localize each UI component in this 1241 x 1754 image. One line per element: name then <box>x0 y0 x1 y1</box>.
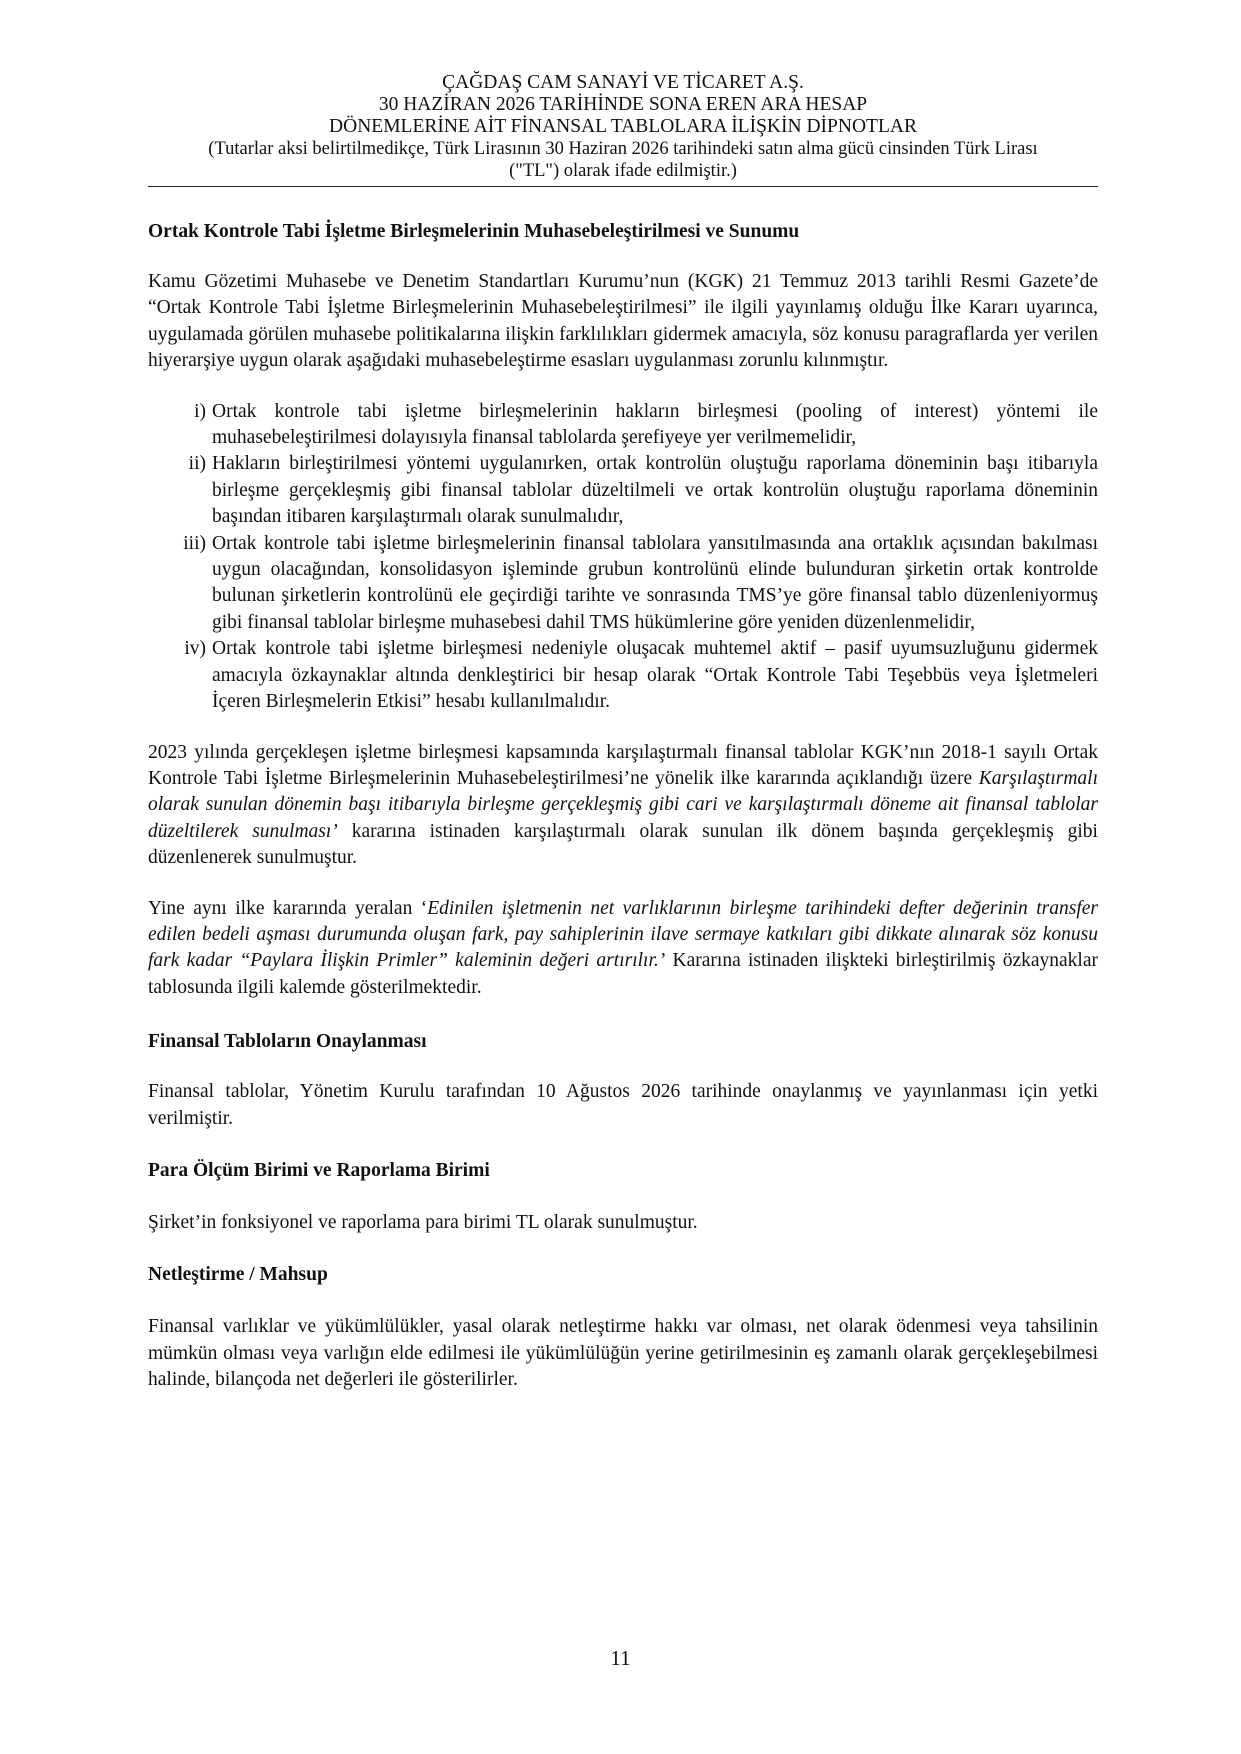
list-item-number: iii) <box>183 532 206 554</box>
section-title-currency: Para Ölçüm Birimi ve Raporlama Birimi <box>148 1159 490 1181</box>
section-title-approval: Finansal Tabloların Onaylanması <box>148 1031 427 1053</box>
offsetting-paragraph: Finansal varlıklar ve yükümlülükler, yasal olarak netleştirme hakkı var olması, net olarak ödenmesi veya tahsilinin mümkün olması veya varlığın elde edilmesi ile yükümlülüğün yerine getirilmesinin eş zamanlı olarak gerçekleşebilmesi halinde, bilançoda net değerleri ile gösterilirler. <box>148 1316 1098 1391</box>
currency-note-line-2: ("TL") olarak ifade edilmiştir.) <box>509 161 737 181</box>
comparative-statements-paragraph <box>148 740 1098 872</box>
list-item <box>176 451 1098 530</box>
list-item <box>176 399 1098 452</box>
company-name: ÇAĞDAŞ CAM SANAYİ VE TİCARET A.Ş. <box>442 72 804 93</box>
report-subject: DÖNEMLERİNE AİT FİNANSAL TABLOLARA İLİŞKİN DİPNOTLAR <box>329 116 917 137</box>
page-header <box>148 72 1098 182</box>
list-item-number: ii) <box>188 453 206 475</box>
accounting-principles-list <box>148 399 1098 716</box>
currency-paragraph: Şirket’in fonksiyonel ve raporlama para birimi TL olarak sunulmuştur. <box>148 1211 698 1233</box>
list-item-text: Hakların birleştirilmesi yöntemi uygulanırken, ortak kontrolün oluştuğu raporlama döneminin başı itibarıyla birleşme gerçekleşmiş gibi finansal tablolar düzeltilmeli ve ortak kontrolün oluştuğu raporlama döneminin başından itibaren karşılaştırmalı olarak sunulmalıdır, <box>212 453 1098 528</box>
approval-paragraph: Finansal tablolar, Yönetim Kurulu tarafından 10 Ağustos 2026 tarihinde onaylanmış ve yayınlanması için yetki verilmiştir. <box>148 1081 1098 1129</box>
section-title-offsetting: Netleştirme / Mahsup <box>148 1264 328 1286</box>
quoted-decision-text: Edinilen işletmenin net varlıklarının birleşme tarihindeki defter değerinin transfer edilen bedeli aşması durumunda oluşan fark, pay sahiplerinin ilave sermaye katkıları gibi dikkate alınarak söz konusu fark kadar “Paylara İlişkin Primler” kaleminin değeri artırılır.’ <box>148 897 1098 972</box>
list-item-text: Ortak kontrole tabi işletme birleşmelerinin hakların birleşmesi (pooling of interest) yöntemi ile muhasebeleştirilmesi dolayısıyla finansal tablolarda şerefiyeye yer verilmemelidir, <box>212 400 1098 449</box>
paragraph-text: 2023 yılında gerçekleşen işletme birleşmesi kapsamında karşılaştırmalı finansal tablolar KGK’nın 2018-1 sayılı Ortak Kontrole Tabi İşletme Birleşmelerinin Muhasebeleştirilmesi’ne yönelik ilke kararında açıklandığı üzere <box>148 741 1098 789</box>
currency-note-line-1: (Tutarlar aksi belirtilmedikçe, Türk Lirasının 30 Haziran 2026 tarihindeki satın alma gücü cinsinden Türk Lirası <box>208 139 1038 159</box>
page-number: 11 <box>610 1646 631 1670</box>
common-control-intro: Kamu Gözetimi Muhasebe ve Denetim Standartları Kurumu’nun (KGK) 21 Temmuz 2013 tarihli Resmi Gazete’de “Ortak Kontrole Tabi İşletme Birleşmelerinin Muhasebeleştirilmesi” ile ilgili yayınlamış olduğu İlke Kararı uyarınca, uygulamada görülen muhasebe politikalarına ilişkin farklılıkları gidermek amacıyla, söz konusu paragraflarda yer verilen hiyerarşiye uygun olarak aşağıdaki muhasebeleştirme esasları uygulanması zorunlu kılınmıştır. <box>148 271 1098 372</box>
list-item-text: Ortak kontrole tabi işletme birleşmesi nedeniyle oluşacak muhtemel aktif – pasif uyumsuzluğunu gidermek amacıyla özkaynaklar altında denkleştirici bir hesap olarak “Ortak Kontrole Tabi Teşebbüs veya İşletmeleri İçeren Birleşmelerin Etkisi” hesabı kullanılmalıdır. <box>212 638 1098 713</box>
paragraph-text: Yine aynı ilke kararında yeralan ‘ <box>148 897 428 919</box>
list-item-text: Ortak kontrole tabi işletme birleşmelerinin finansal tablolara yansıtılmasında ana ortaklık açısından bakılması uygun olacağından, konsolidasyon işleminde grubun kontrolünü elinde bulunduran şirketin ortak kontrolde bulunan şirketlerin kontrolünü ele geçirdiği tarihte ve sonrasında TMS’ye göre finansal tablo düzenleniyormuş gibi finansal tablolar birleşme muhasebesi dahil TMS hükümlerine göre yeniden düzenlenmelidir, <box>212 532 1098 633</box>
quoted-decision-text: Karşılaştırmalı olarak sunulan dönemin başı itibarıyla birleşme gerçekleşmiş gibi cari ve karşılaştırmalı döneme ait finansal tablolar düzeltilerek sunulması’ <box>148 767 1098 842</box>
list-item <box>176 636 1098 715</box>
list-item-number: i) <box>194 400 206 422</box>
paragraph-text: Kararına istinaden ilişkteki birleştirilmiş özkaynaklar tablosunda ilgili kalemde gösterilmektedir. <box>148 950 1098 998</box>
report-period: 30 HAZİRAN 2026 TARİHİNDE SONA EREN ARA HESAP <box>378 94 868 115</box>
header-divider <box>148 186 1098 187</box>
share-premium-paragraph <box>148 896 1098 1002</box>
document-page <box>148 72 1098 1394</box>
paragraph-text: kararına istinaden karşılaştırmalı olarak sunulan ilk dönem başında gerçekleşmiş gibi düzenlenerek sunulmuştur. <box>148 820 1098 869</box>
list-item-number: iv) <box>184 638 206 660</box>
section-title-common-control: Ortak Kontrole Tabi İşletme Birleşmelerinin Muhasebeleştirilmesi ve Sunumu <box>148 221 800 242</box>
list-item <box>176 531 1098 637</box>
